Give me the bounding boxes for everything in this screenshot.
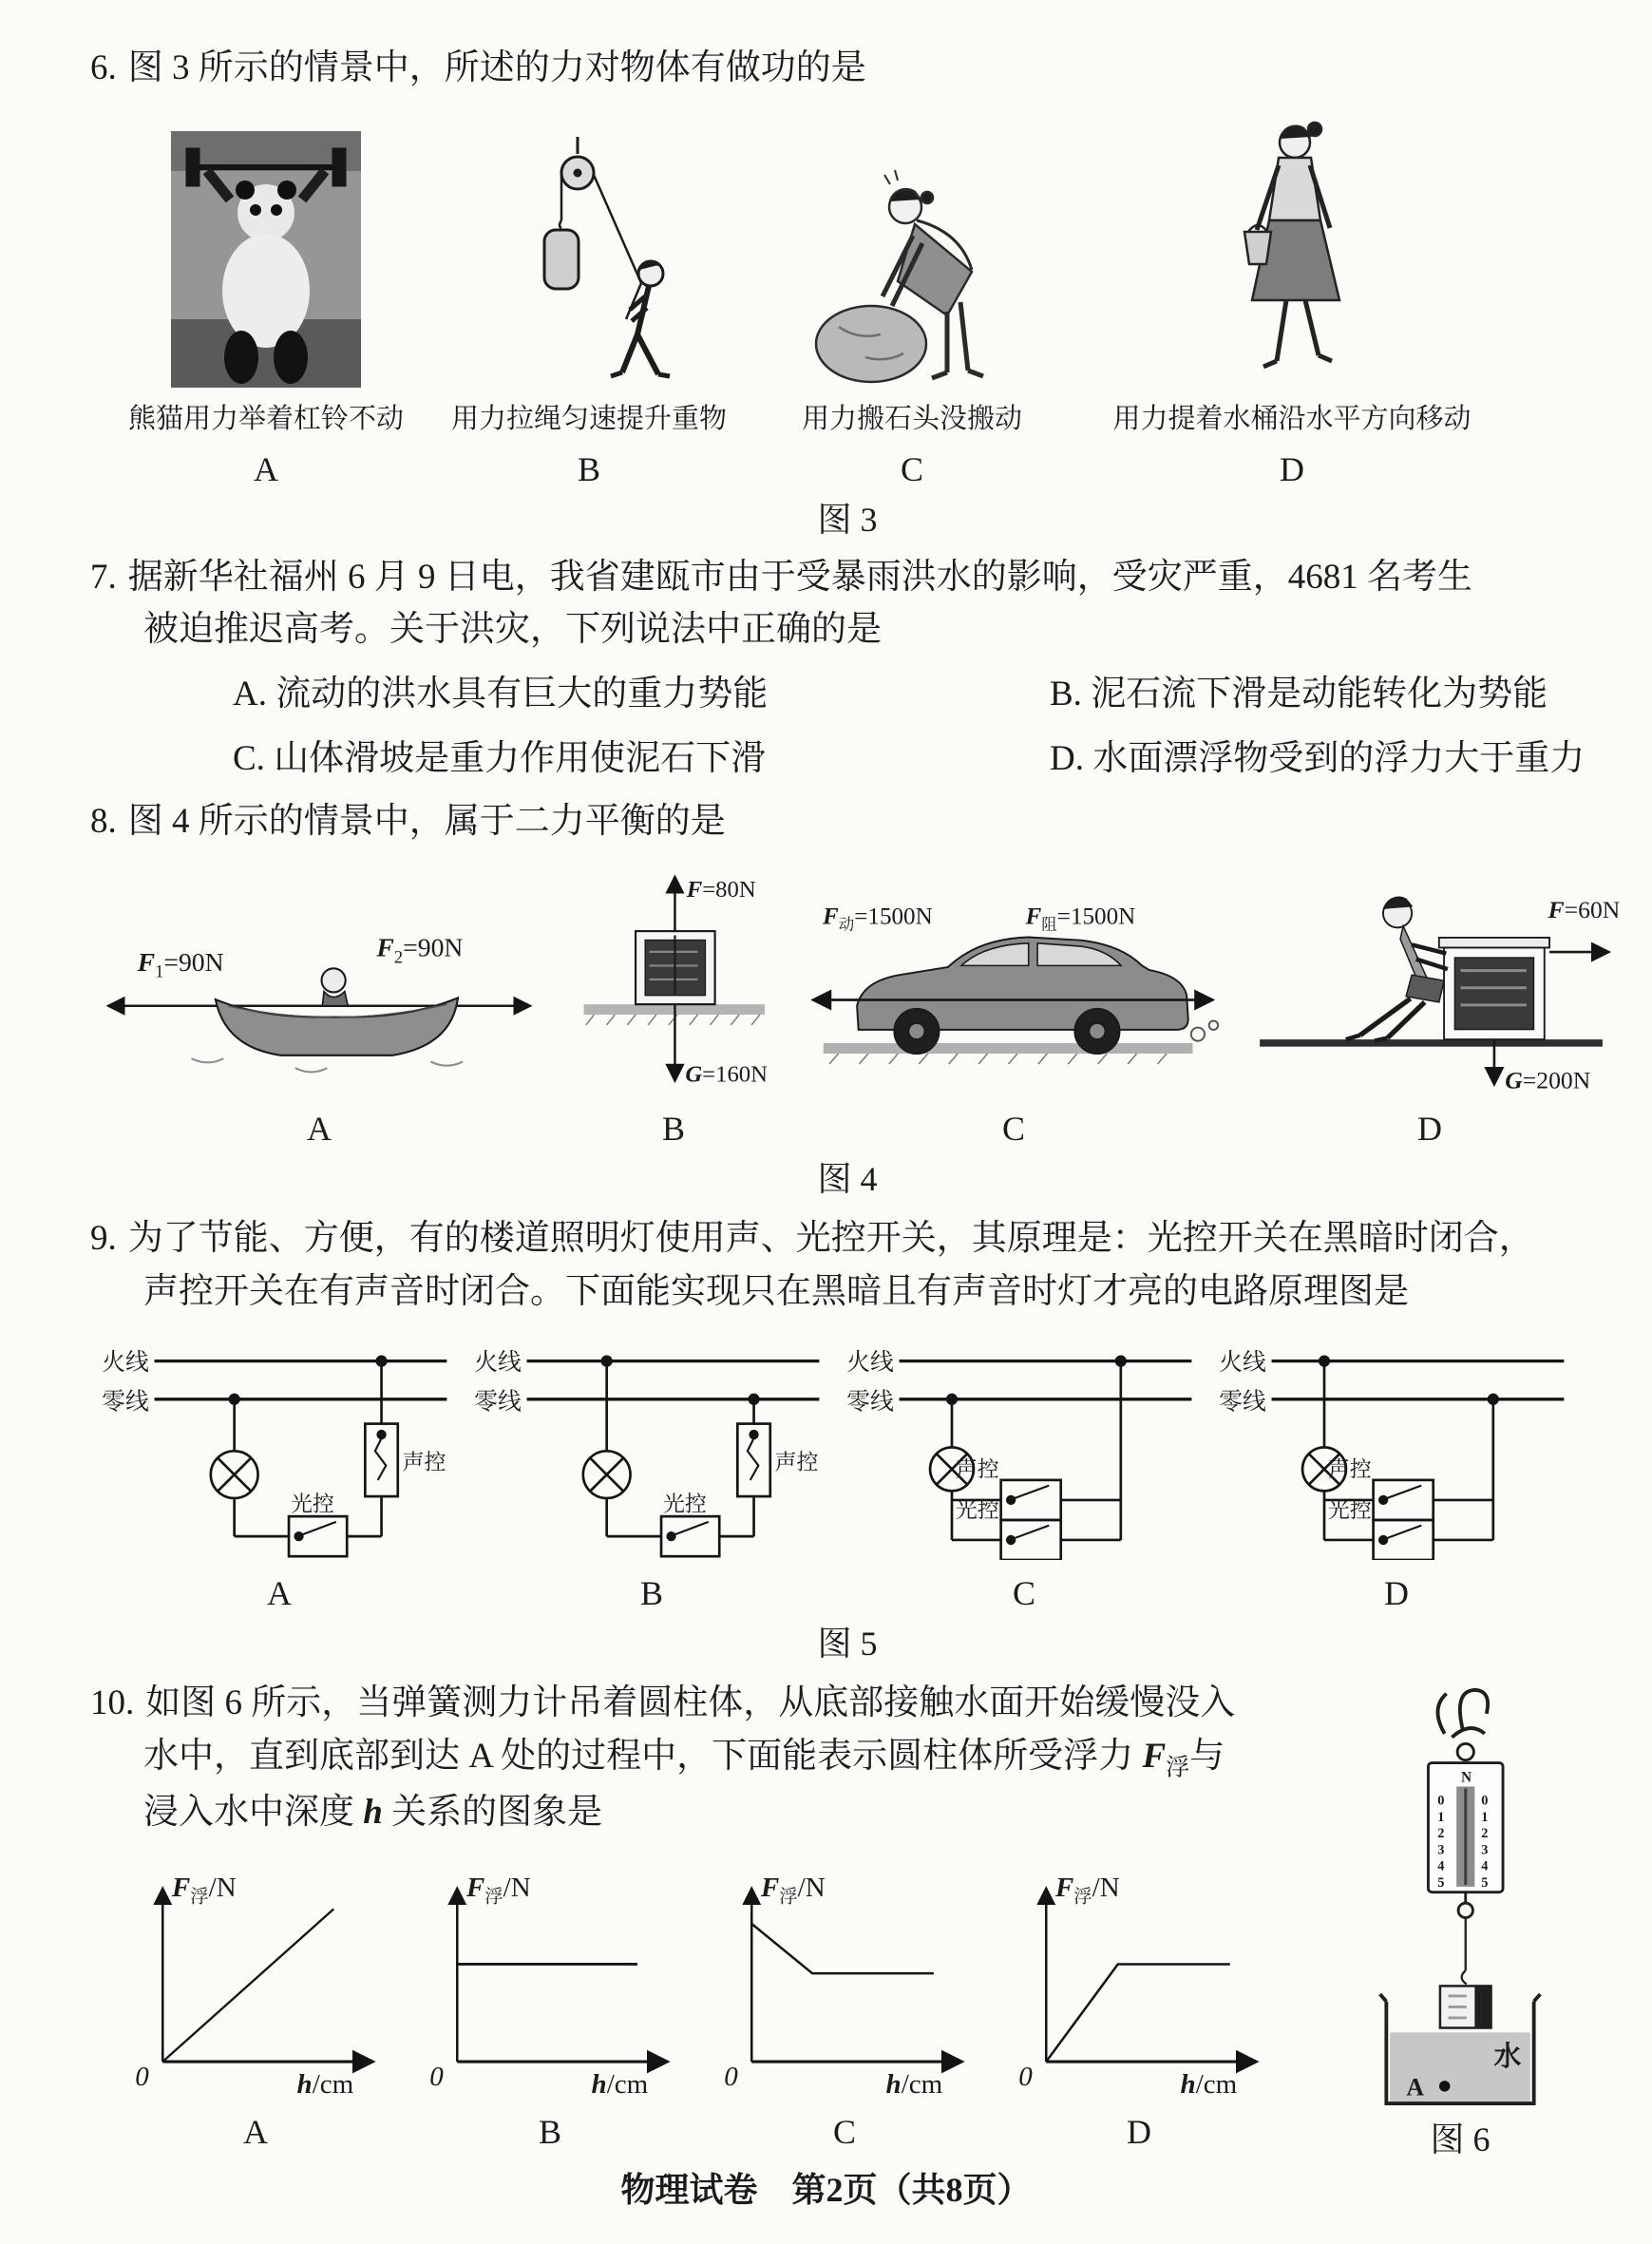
q9-letter-d: D bbox=[1384, 1574, 1409, 1612]
origin-label: 0 bbox=[1018, 2062, 1033, 2093]
q6-text: 6. 图 3 所示的情景中，所述的力对物体有做功的是 bbox=[90, 48, 866, 87]
moving-stone-illustration bbox=[803, 139, 1021, 388]
live-wire-label: 火线 bbox=[474, 1350, 522, 1377]
figure4-label: 图 4 bbox=[817, 1160, 878, 1198]
circuit-b-diagram bbox=[472, 1333, 831, 1560]
q9-circuit-a bbox=[100, 1333, 459, 1613]
q6-caption-c: 用力搬石头没搬动 bbox=[801, 403, 1022, 434]
boat-forces-diagram bbox=[96, 894, 542, 1095]
q9-circuit-b bbox=[472, 1333, 831, 1613]
sound-switch-label: 声控 bbox=[402, 1450, 446, 1474]
y-axis-label: $F_浮/N$ bbox=[171, 1872, 237, 1908]
q8-option-d bbox=[1240, 873, 1620, 1149]
q7-number: 7. bbox=[90, 557, 117, 597]
x-axis-label: h/cm bbox=[1180, 2069, 1238, 2100]
q7-option-b: B. 泥石流下滑是动能转化为势能 bbox=[1050, 674, 1548, 713]
q10-line2: 水中，直到底部到达 A 处的过程中，下面能表示圆柱体所受浮力 $F_浮$与 bbox=[143, 1736, 1225, 1780]
q10-graph-b bbox=[408, 1857, 693, 2152]
light-switch-label: 光控 bbox=[662, 1492, 707, 1516]
figure6-label: 图 6 bbox=[1430, 2120, 1491, 2158]
q9-circuit-row bbox=[100, 1333, 1605, 1613]
light-switch-label: 光控 bbox=[1327, 1498, 1372, 1523]
sound-switch-label: 声控 bbox=[1327, 1457, 1372, 1482]
light-switch-label: 光控 bbox=[290, 1492, 334, 1516]
neutral-wire-label: 零线 bbox=[474, 1389, 522, 1416]
graph-c-fall-then-constant bbox=[702, 1857, 987, 2099]
q6-illustration-row bbox=[109, 105, 1605, 489]
question-6 bbox=[90, 42, 1605, 542]
figure6-box bbox=[1325, 1683, 1595, 2169]
neutral-wire-label: 零线 bbox=[102, 1389, 149, 1416]
x-axis-label: h/cm bbox=[591, 2069, 649, 2100]
q9-line2: 声控开关在有声音时闭合。下面能实现只在黑暗且有声音时灯才亮的电路原理图是 bbox=[143, 1271, 1409, 1311]
figure5-label: 图 5 bbox=[817, 1625, 878, 1663]
q9-number: 9. bbox=[90, 1219, 117, 1258]
car-drive-force-label: $F_动=1500N$ bbox=[822, 903, 933, 934]
spring-scale-figure bbox=[1328, 1683, 1592, 2109]
svg-text:4: 4 bbox=[1481, 1858, 1489, 1874]
q10-letter-a: A bbox=[243, 2113, 268, 2152]
q10-letter-b: B bbox=[538, 2113, 561, 2152]
q10-letter-c: C bbox=[832, 2113, 856, 2152]
push-force-label: F=60N bbox=[1548, 895, 1620, 923]
svg-text:5: 5 bbox=[1481, 1874, 1489, 1891]
light-switch-label: 光控 bbox=[955, 1498, 999, 1523]
q8-option-b bbox=[560, 861, 788, 1149]
q8-option-c bbox=[805, 894, 1223, 1149]
pulley-lifting-illustration bbox=[487, 133, 692, 388]
origin-label: 0 bbox=[135, 2062, 149, 2093]
live-wire-label: 火线 bbox=[102, 1350, 149, 1377]
q6-option-c bbox=[755, 139, 1069, 489]
q6-caption-d: 用力提着水桶沿水平方向移动 bbox=[1112, 403, 1472, 434]
circuit-c-diagram bbox=[845, 1333, 1204, 1560]
graph-b-constant bbox=[408, 1857, 693, 2099]
boat-force-right-label: $F_2=90N$ bbox=[376, 932, 464, 967]
q6-option-d bbox=[1069, 105, 1515, 489]
q9-circuit-c bbox=[845, 1333, 1204, 1613]
sound-switch-label: 声控 bbox=[955, 1457, 999, 1482]
svg-text:0: 0 bbox=[1437, 1793, 1445, 1809]
q9-circuit-d bbox=[1217, 1333, 1576, 1613]
svg-text:3: 3 bbox=[1437, 1842, 1445, 1858]
figure3-label: 图 3 bbox=[817, 500, 878, 539]
question-7 bbox=[90, 551, 1605, 780]
point-a-label: A bbox=[1406, 2073, 1425, 2101]
q7-line1: 7. 据新华社福州 6 月 9 日电，我省建瓯市由于受暴雨洪水的影响，受灾严重，4681 名考生 bbox=[90, 557, 1472, 597]
live-wire-label: 火线 bbox=[846, 1350, 894, 1377]
y-axis-label: $F_浮/N$ bbox=[1054, 1872, 1120, 1908]
q6-caption-b: 用力拉绳匀速提升重物 bbox=[450, 403, 727, 434]
origin-label: 0 bbox=[724, 2062, 738, 2093]
boat-force-left-label: $F_1=90N$ bbox=[137, 946, 224, 981]
q8-letter-a: A bbox=[307, 1110, 332, 1148]
sound-switch-label: 声控 bbox=[774, 1450, 819, 1474]
q7-option-a: A. 流动的洪水具有巨大的重力势能 bbox=[233, 674, 769, 713]
q10-graph-a bbox=[113, 1857, 398, 2152]
q8-text: 8. 图 4 所示的情景中，属于二力平衡的是 bbox=[90, 801, 726, 841]
q10-line1: 10. 如图 6 所示，当弹簧测力计吊着圆柱体，从底部接触水面开始缓慢没入 bbox=[90, 1683, 1236, 1722]
q8-letter-b: B bbox=[661, 1110, 685, 1148]
q6-number: 6. bbox=[90, 48, 117, 87]
q10-letter-d: D bbox=[1127, 2113, 1151, 2152]
question-8 bbox=[90, 795, 1620, 1202]
q10-line3: 浸入水中深度 h 关系的图象是 bbox=[143, 1792, 603, 1832]
page-footer: 物理试卷 第2页（共8页） bbox=[620, 2171, 1032, 2209]
pushing-crate-diagram bbox=[1240, 873, 1620, 1095]
svg-text:2: 2 bbox=[1481, 1826, 1489, 1842]
svg-text:0: 0 bbox=[1481, 1793, 1489, 1809]
neutral-wire-label: 零线 bbox=[1219, 1389, 1266, 1416]
q8-letter-c: C bbox=[1001, 1110, 1025, 1148]
q6-option-a bbox=[109, 131, 423, 489]
q6-caption-a: 熊猫用力举着杠铃不动 bbox=[127, 403, 404, 434]
live-wire-label: 火线 bbox=[1219, 1350, 1266, 1377]
q7-option-d: D. 水面漂浮物受到的浮力大于重力 bbox=[1050, 738, 1586, 778]
graph-d-rise-then-constant bbox=[997, 1857, 1282, 2099]
water-label: 水 bbox=[1493, 2041, 1522, 2072]
car-forces-diagram bbox=[805, 894, 1223, 1095]
box-up-force-label: F=80N bbox=[686, 876, 756, 903]
y-axis-label: $F_浮/N$ bbox=[760, 1872, 826, 1908]
car-resistance-force-label: $F_阻=1500N$ bbox=[1025, 903, 1136, 934]
question-9 bbox=[90, 1212, 1605, 1665]
svg-text:1: 1 bbox=[1481, 1809, 1489, 1825]
svg-text:5: 5 bbox=[1437, 1874, 1445, 1891]
q9-letter-c: C bbox=[1012, 1574, 1035, 1612]
x-axis-label: h/cm bbox=[885, 2069, 943, 2100]
q6-option-b bbox=[423, 133, 755, 489]
q10-graph-d bbox=[997, 1857, 1282, 2152]
q8-number: 8. bbox=[90, 801, 117, 841]
q9-letter-a: A bbox=[267, 1574, 292, 1612]
q7-option-c: C. 山体滑坡是重力作用使泥石下滑 bbox=[233, 738, 767, 778]
svg-text:4: 4 bbox=[1437, 1858, 1445, 1874]
crate-weight-label: G=200N bbox=[1505, 1066, 1591, 1094]
q7-options bbox=[233, 664, 1605, 780]
panda-barbell-illustration bbox=[171, 131, 361, 388]
y-axis-label: $F_浮/N$ bbox=[465, 1872, 531, 1908]
q10-number: 10. bbox=[90, 1683, 135, 1722]
x-axis-label: h/cm bbox=[296, 2069, 354, 2100]
q8-diagram-row bbox=[96, 861, 1620, 1149]
q9-letter-b: B bbox=[639, 1574, 663, 1612]
svg-text:1: 1 bbox=[1437, 1809, 1445, 1825]
q6-letter-c: C bbox=[900, 449, 923, 488]
q9-line1: 9. 为了节能、方便，有的楼道照明灯使用声、光控开关，其原理是：光控开关在黑暗时闭合， bbox=[90, 1219, 1534, 1258]
carrying-bucket-illustration bbox=[1214, 105, 1371, 388]
svg-text:2: 2 bbox=[1437, 1826, 1445, 1842]
graph-a-linear-rise bbox=[113, 1857, 398, 2099]
q8-letter-d: D bbox=[1417, 1110, 1442, 1148]
neutral-wire-label: 零线 bbox=[846, 1389, 894, 1416]
svg-text:3: 3 bbox=[1481, 1842, 1489, 1858]
q6-letter-d: D bbox=[1280, 449, 1304, 488]
q6-letter-a: A bbox=[254, 449, 278, 488]
question-10 bbox=[90, 1677, 1605, 2158]
box-forces-diagram bbox=[560, 861, 788, 1095]
q6-letter-b: B bbox=[577, 449, 600, 488]
circuit-a-diagram bbox=[100, 1333, 459, 1560]
box-weight-label: G=160N bbox=[685, 1061, 768, 1088]
q10-graph-c bbox=[702, 1857, 987, 2152]
q7-line2: 被迫推迟高考。关于洪灾，下列说法中正确的是 bbox=[143, 610, 882, 649]
circuit-d-diagram bbox=[1217, 1333, 1576, 1560]
q8-option-a bbox=[96, 894, 542, 1149]
scale-unit-label: N bbox=[1460, 1769, 1472, 1786]
origin-label: 0 bbox=[429, 2062, 444, 2093]
